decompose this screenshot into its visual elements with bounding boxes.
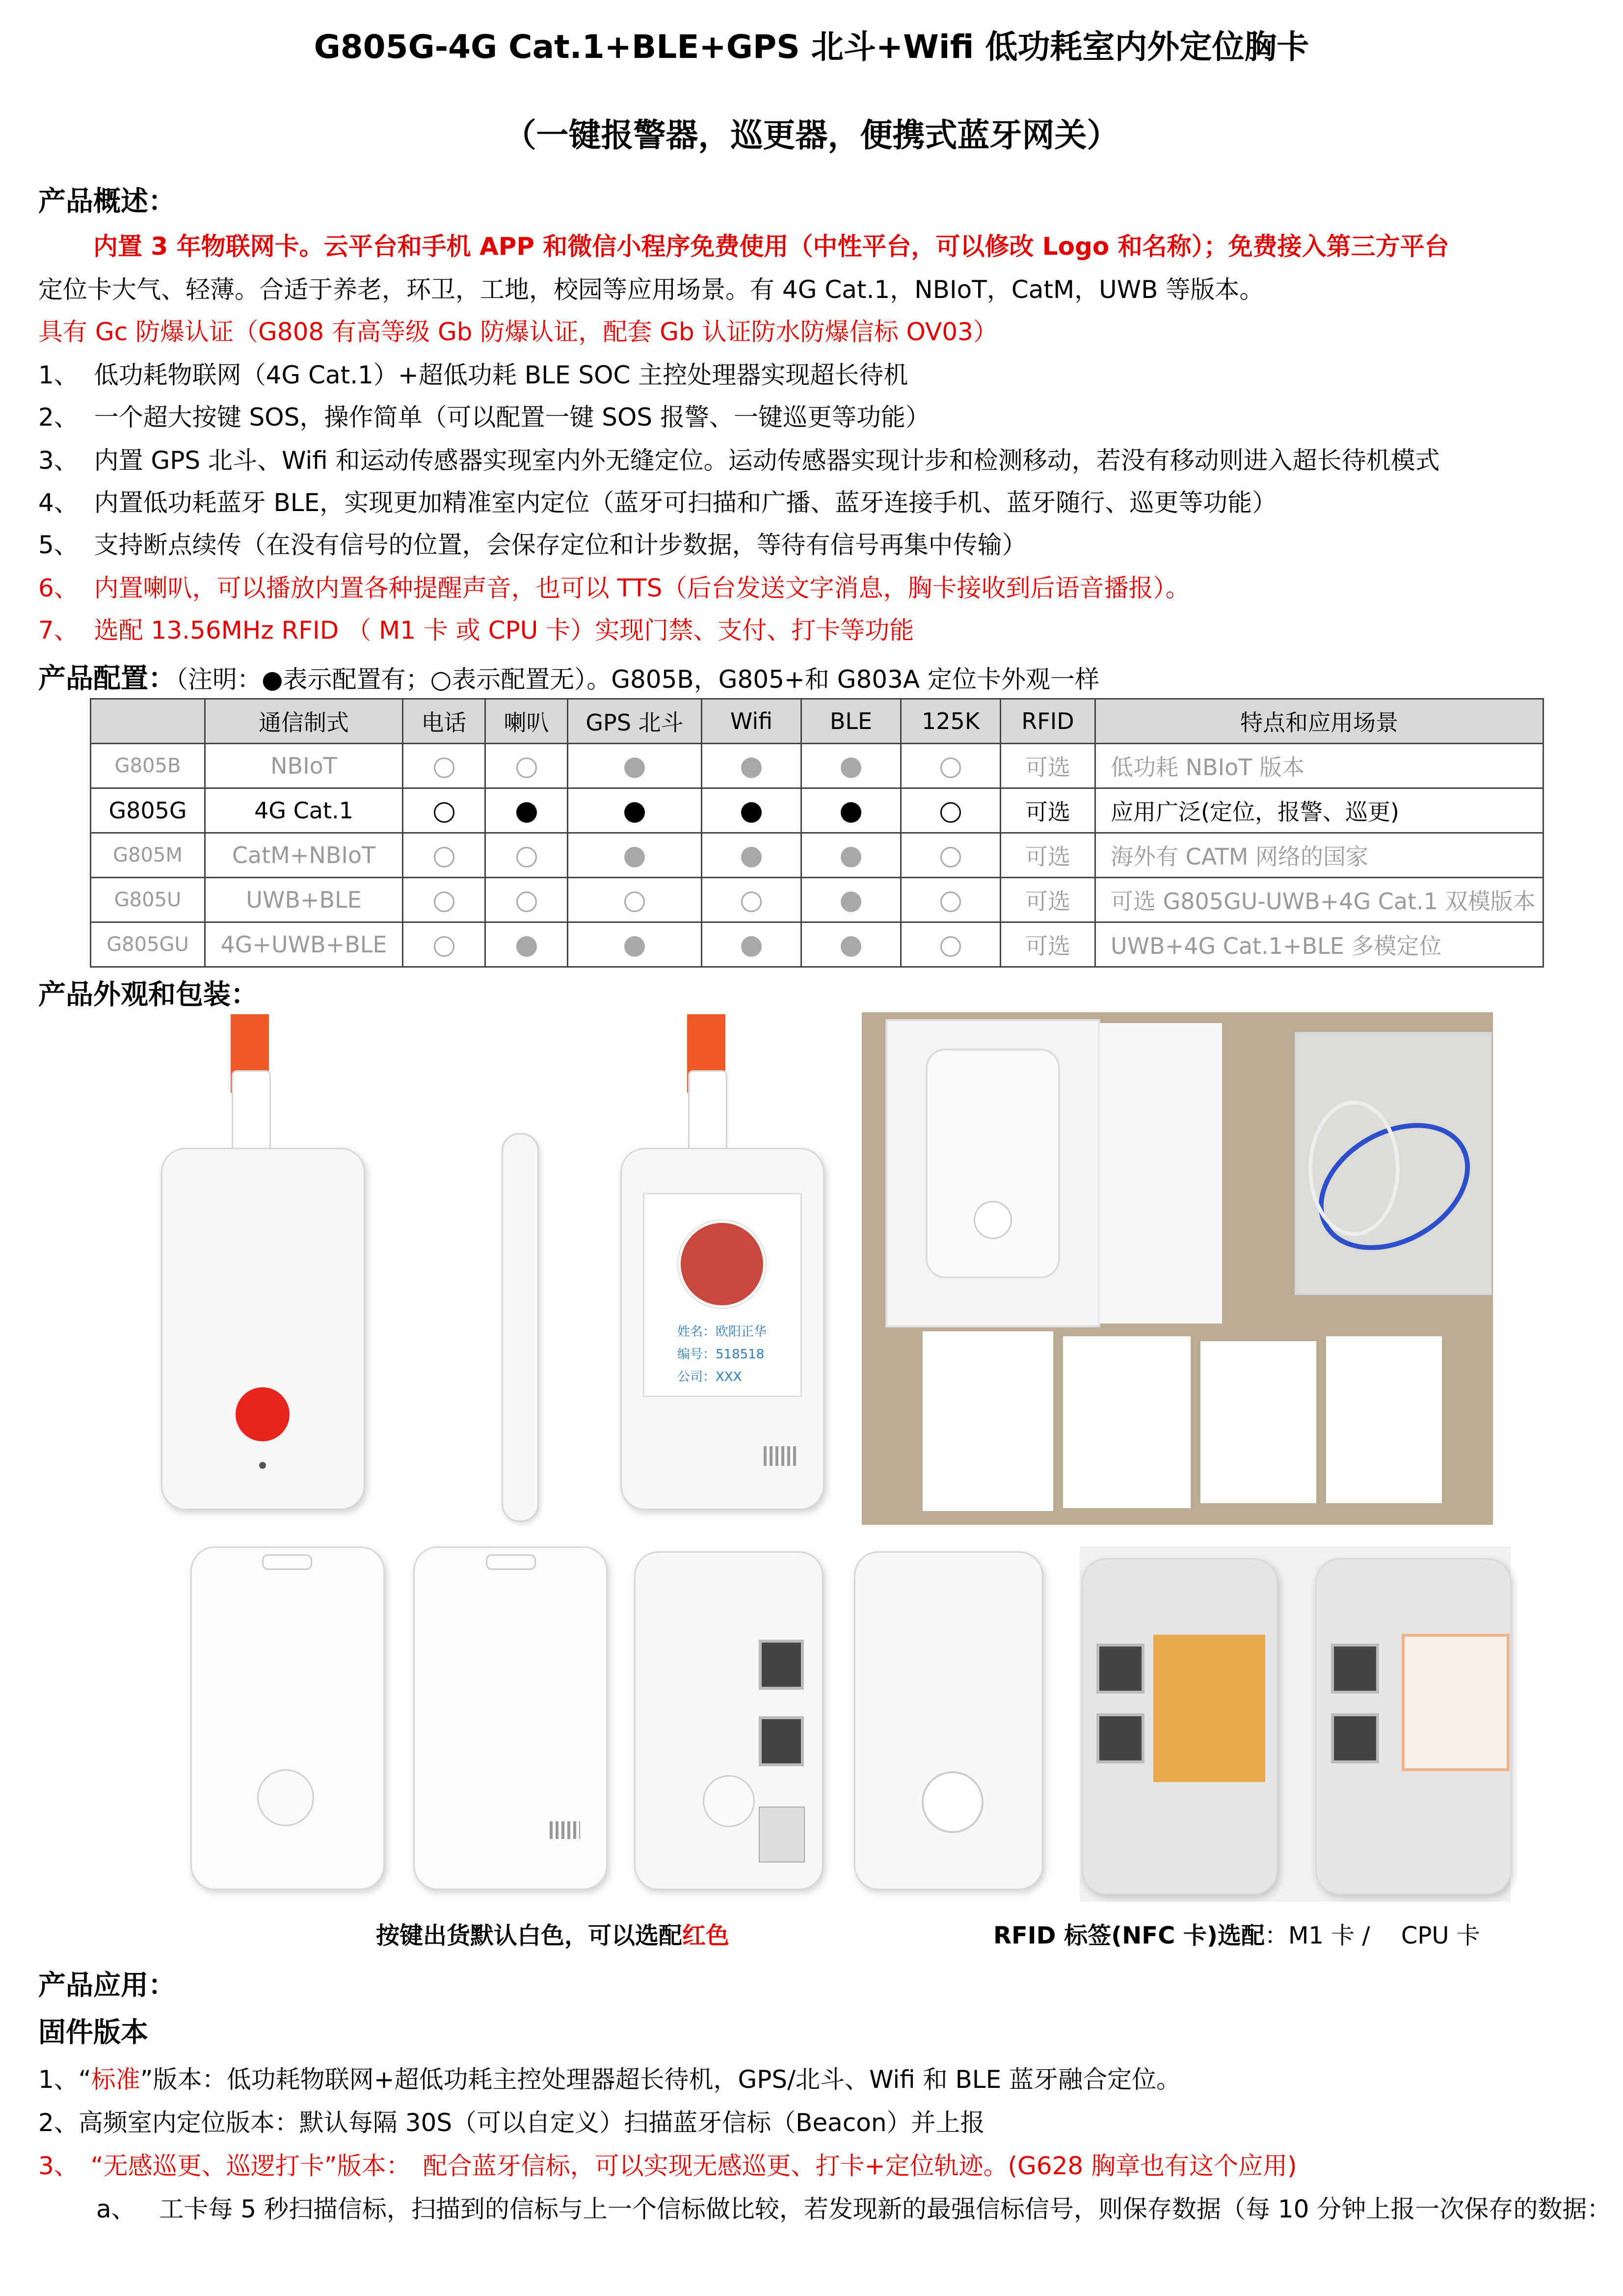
feature-num: 2、 <box>38 403 79 432</box>
item-num: 1、 <box>38 2065 79 2094</box>
feature-text: 内置低功耗蓝牙 BLE，实现更加精准室内定位（蓝牙可扫描和广播、蓝牙连接手机、蓝牙随行、巡更等功能） <box>94 488 1277 517</box>
item-text: “无感巡更、巡逻打卡”版本： 配合蓝牙信标，可以实现无感巡更、打卡+定位轨迹。(G628 胸章也有这个应用) <box>66 2152 1297 2180</box>
sim-slot <box>759 1640 804 1690</box>
column-header: Wifi <box>702 699 801 744</box>
cell-feature <box>568 744 702 788</box>
caption-bold: RFID 标签(NFC 卡)选配 <box>993 1922 1265 1949</box>
cell-model: G805U <box>91 878 205 922</box>
cell-feature <box>801 922 901 967</box>
table-row <box>91 833 1543 878</box>
caption-text: 按键出货默认白色，可以选配 <box>376 1922 683 1949</box>
feature-item <box>38 611 914 646</box>
microphone-hole <box>259 1462 266 1469</box>
hollow-dot-icon <box>624 891 645 912</box>
device-card-front <box>161 1148 365 1510</box>
cell-desc: 应用广泛(定位，报警、巡更) <box>1095 788 1543 833</box>
cell-feature <box>485 788 568 833</box>
filled-dot-icon <box>741 847 762 867</box>
cell-model: G805M <box>91 833 205 878</box>
item-text: ”版本：低功耗物联网+超低功耗主控处理器超长待机，GPS/北斗、Wifi 和 BLE 蓝牙融合定位。 <box>140 2065 1181 2094</box>
rfid-caption <box>993 1917 1480 1950</box>
button-hole <box>922 1771 984 1833</box>
cell-desc: 低功耗 NBIoT 版本 <box>1095 744 1543 788</box>
cell-feature <box>485 833 568 878</box>
firmware-item <box>38 2103 985 2138</box>
boxed-device-button <box>974 1201 1012 1239</box>
firmware-item <box>38 2060 1181 2095</box>
hollow-dot-icon <box>940 936 961 957</box>
feature-num: 4、 <box>38 488 79 517</box>
cell-desc: UWB+4G Cat.1+BLE 多模定位 <box>1095 922 1543 967</box>
badge-name: 姓名：欧阳正华 <box>677 1324 767 1339</box>
filled-dot-icon <box>741 936 762 957</box>
cell-comm: 4G+UWB+BLE <box>205 922 403 967</box>
table-header-row <box>91 699 1543 744</box>
cell-comm: CatM+NBIoT <box>205 833 403 878</box>
sim-slot <box>1096 1713 1144 1763</box>
feature-item <box>38 483 1277 518</box>
explosion-cert: 具有 Gc 防爆认证（G808 有高等级 Gb 防爆认证，配套 Gb 认证防水防爆信标 OV03） <box>38 318 998 346</box>
filled-dot-icon <box>624 757 645 778</box>
cell-comm: 4G Cat.1 <box>205 788 403 833</box>
filled-dot-icon <box>741 802 762 823</box>
appearance-heading: 产品外观和包装： <box>38 979 258 1011</box>
cell-feature <box>403 878 485 922</box>
quickstart-sheet <box>1063 1336 1191 1508</box>
caption-red: 红色 <box>682 1922 730 1949</box>
item-num: 3、 <box>38 2152 66 2180</box>
cell-feature <box>801 788 901 833</box>
overview-intro: 定位卡大气、轻薄。合适于养老，环卫，工地，校园等应用场景。有 4G Cat.1，NBIoT，CatM，UWB 等版本。 <box>38 275 1264 304</box>
feature-item <box>38 568 1190 604</box>
cell-feature <box>702 744 801 788</box>
overview-highlight: 内置 3 年物联网卡。云平台和手机 APP 和微信小程序免费使用（中性平台，可以修改 Logo 和名称）；免费接入第三方平台 <box>93 232 1449 261</box>
cell-feature <box>485 878 568 922</box>
cell-feature <box>485 922 568 967</box>
case-inside-hole <box>854 1551 1043 1890</box>
config-heading: 产品配置： <box>38 663 176 695</box>
config-note: （注明：●表示配置有；○表示配置无）。G805B，G805+和 G803A 定位卡外观一样 <box>176 665 1099 694</box>
cell-feature <box>702 922 801 967</box>
hollow-dot-icon <box>434 802 454 823</box>
cell-desc: 可选 G805GU-UWB+4G Cat.1 双模版本 <box>1095 878 1543 922</box>
certificate-card <box>1200 1341 1316 1503</box>
hollow-dot-icon <box>434 891 454 912</box>
cell-rfid: 可选 <box>1001 788 1095 833</box>
cell-rfid: 可选 <box>1001 744 1095 788</box>
filled-dot-icon <box>841 891 861 912</box>
feature-num: 3、 <box>38 446 79 475</box>
badge-company: 公司：XXX <box>677 1370 742 1384</box>
sim-slot <box>1331 1713 1379 1763</box>
boxed-device <box>926 1049 1060 1278</box>
filled-dot-icon <box>841 936 861 957</box>
sim-slot <box>1096 1644 1144 1694</box>
cell-feature <box>801 744 901 788</box>
cell-feature <box>568 788 702 833</box>
hollow-dot-icon <box>741 891 762 912</box>
hollow-dot-icon <box>940 891 961 912</box>
feature-text: 一个超大按键 SOS，操作简单（可以配置一键 SOS 报警、一键巡更等功能） <box>94 403 930 432</box>
feature-num: 5、 <box>38 531 79 559</box>
badge-portrait <box>678 1220 766 1308</box>
cell-feature <box>568 833 702 878</box>
firmware-subitem <box>96 2189 1611 2225</box>
table-row <box>91 878 1543 922</box>
cell-feature <box>702 833 801 878</box>
lanyard-slot <box>262 1554 312 1570</box>
cpu-card-antenna <box>1402 1634 1510 1771</box>
rfid-photo <box>1080 1546 1511 1902</box>
firmware-item <box>38 2146 1297 2182</box>
document-title: G805G-4G Cat.1+BLE+GPS 北斗+Wifi 低功耗室内外定位胸卡 <box>314 28 1309 66</box>
packaging-photo <box>862 1012 1493 1525</box>
item-num: a、 <box>96 2195 136 2223</box>
item-text: 高频室内定位版本：默认每隔 30S（可以自定义）扫描蓝牙信标（Beacon）并上报 <box>78 2108 985 2137</box>
sim-slot <box>1331 1644 1379 1694</box>
button-color-caption <box>376 1917 729 1950</box>
cell-feature <box>568 878 702 922</box>
feature-text: 低功耗物联网（4G Cat.1）+超低功耗 BLE SOC 主控处理器实现超长待机 <box>94 361 908 389</box>
speaker-grille <box>764 1446 796 1466</box>
quote-mark: “ <box>78 2065 91 2094</box>
item-red-text: 标准 <box>91 2065 140 2094</box>
box-lid <box>1099 1023 1222 1324</box>
sim-slot <box>759 1716 804 1766</box>
feature-text: 内置喇叭，可以播放内置各种提醒声音，也可以 TTS（后台发送文字消息，胸卡接收到后语音播报）。 <box>94 574 1190 602</box>
filled-dot-icon <box>624 802 645 823</box>
document-subtitle: （一键报警器，巡更器，便携式蓝牙网关） <box>504 116 1119 154</box>
filled-dot-icon <box>624 847 645 867</box>
case-button <box>257 1769 314 1826</box>
cell-feature <box>403 744 485 788</box>
filled-dot-icon <box>841 847 861 867</box>
column-header: 喇叭 <box>485 699 568 744</box>
m1-card-label <box>1153 1635 1265 1782</box>
feature-item <box>38 441 1440 476</box>
warranty-card <box>1326 1336 1442 1503</box>
application-heading: 产品应用： <box>38 1970 176 2001</box>
config-line <box>38 657 1099 696</box>
item-num: 2、 <box>38 2108 79 2137</box>
filled-dot-icon <box>741 757 762 778</box>
feature-item <box>38 525 1027 561</box>
hollow-dot-icon <box>434 757 454 778</box>
hollow-dot-icon <box>434 936 454 957</box>
column-header <box>91 699 205 744</box>
feature-num: 1、 <box>38 361 79 389</box>
qr-label <box>759 1807 805 1863</box>
column-header: BLE <box>801 699 901 744</box>
hollow-dot-icon <box>516 847 537 867</box>
item-text: 工卡每 5 秒扫描信标，扫描到的信标与上一个信标做比较，若发现新的最强信标信号，则保存数据（每 10 分钟上报一次保存的数据： <box>159 2195 1612 2223</box>
column-header: 125K <box>901 699 1001 744</box>
case-button <box>703 1775 755 1827</box>
manual-sheet <box>923 1331 1053 1511</box>
table-row <box>91 744 1543 788</box>
cell-rfid: 可选 <box>1001 922 1095 967</box>
sos-button-red <box>236 1387 290 1441</box>
feature-num: 6、 <box>38 574 79 602</box>
lanyard-slot <box>486 1554 536 1570</box>
cell-comm: UWB+BLE <box>205 878 403 922</box>
feature-text: 选配 13.56MHz RFID （ M1 卡 或 CPU 卡）实现门禁、支付、打卡等功能 <box>94 616 914 645</box>
cell-feature <box>403 833 485 878</box>
table-row <box>91 922 1543 967</box>
filled-dot-icon <box>516 802 537 823</box>
cell-feature <box>801 878 901 922</box>
feature-text: 支持断点续传（在没有信号的位置，会保存定位和计步数据，等待有信号再集中传输） <box>94 531 1027 559</box>
feature-item <box>38 398 930 433</box>
table-row <box>91 788 1543 833</box>
feature-item <box>38 355 908 391</box>
cell-desc: 海外有 CATM 网络的国家 <box>1095 833 1543 878</box>
cell-rfid: 可选 <box>1001 833 1095 878</box>
cell-feature <box>568 922 702 967</box>
usb-cable <box>1308 1101 1400 1236</box>
hollow-dot-icon <box>516 757 537 778</box>
badge-id: 编号：518518 <box>677 1347 765 1362</box>
cell-model: G805GU <box>91 922 205 967</box>
speaker-grille <box>550 1821 580 1839</box>
cell-comm: NBIoT <box>205 744 403 788</box>
column-header: 特点和应用场景 <box>1095 699 1543 744</box>
column-header: RFID <box>1001 699 1095 744</box>
column-header: 电话 <box>403 699 485 744</box>
filled-dot-icon <box>841 757 861 778</box>
case-back-plain <box>190 1546 385 1890</box>
hollow-dot-icon <box>434 847 454 867</box>
cell-feature <box>403 922 485 967</box>
cell-feature <box>702 878 801 922</box>
caption-text: ：M1 卡 / CPU 卡 <box>1264 1922 1480 1949</box>
cell-feature <box>801 833 901 878</box>
hollow-dot-icon <box>516 891 537 912</box>
device-side-view <box>502 1133 539 1522</box>
hollow-dot-icon <box>940 757 961 778</box>
cell-feature <box>901 922 1001 967</box>
hollow-dot-icon <box>940 802 961 823</box>
overview-heading: 产品概述： <box>38 186 176 217</box>
column-header: 通信制式 <box>205 699 403 744</box>
cell-model: G805G <box>91 788 205 833</box>
feature-text: 内置 GPS 北斗、Wifi 和运动传感器实现室内外无缝定位。运动传感器实现计步和检测移动，若没有移动则进入超长待机模式 <box>94 446 1440 475</box>
config-table <box>90 698 1544 968</box>
cell-feature <box>901 744 1001 788</box>
filled-dot-icon <box>841 802 861 823</box>
cell-feature <box>485 744 568 788</box>
filled-dot-icon <box>624 936 645 957</box>
cell-model: G805B <box>91 744 205 788</box>
column-header: GPS 北斗 <box>568 699 702 744</box>
cell-rfid: 可选 <box>1001 878 1095 922</box>
hollow-dot-icon <box>940 847 961 867</box>
cell-feature <box>901 788 1001 833</box>
feature-num: 7、 <box>38 616 79 645</box>
cell-feature <box>901 833 1001 878</box>
firmware-heading: 固件版本 <box>38 2017 148 2049</box>
cell-feature <box>901 878 1001 922</box>
cell-feature <box>403 788 485 833</box>
filled-dot-icon <box>516 936 537 957</box>
cell-feature <box>702 788 801 833</box>
